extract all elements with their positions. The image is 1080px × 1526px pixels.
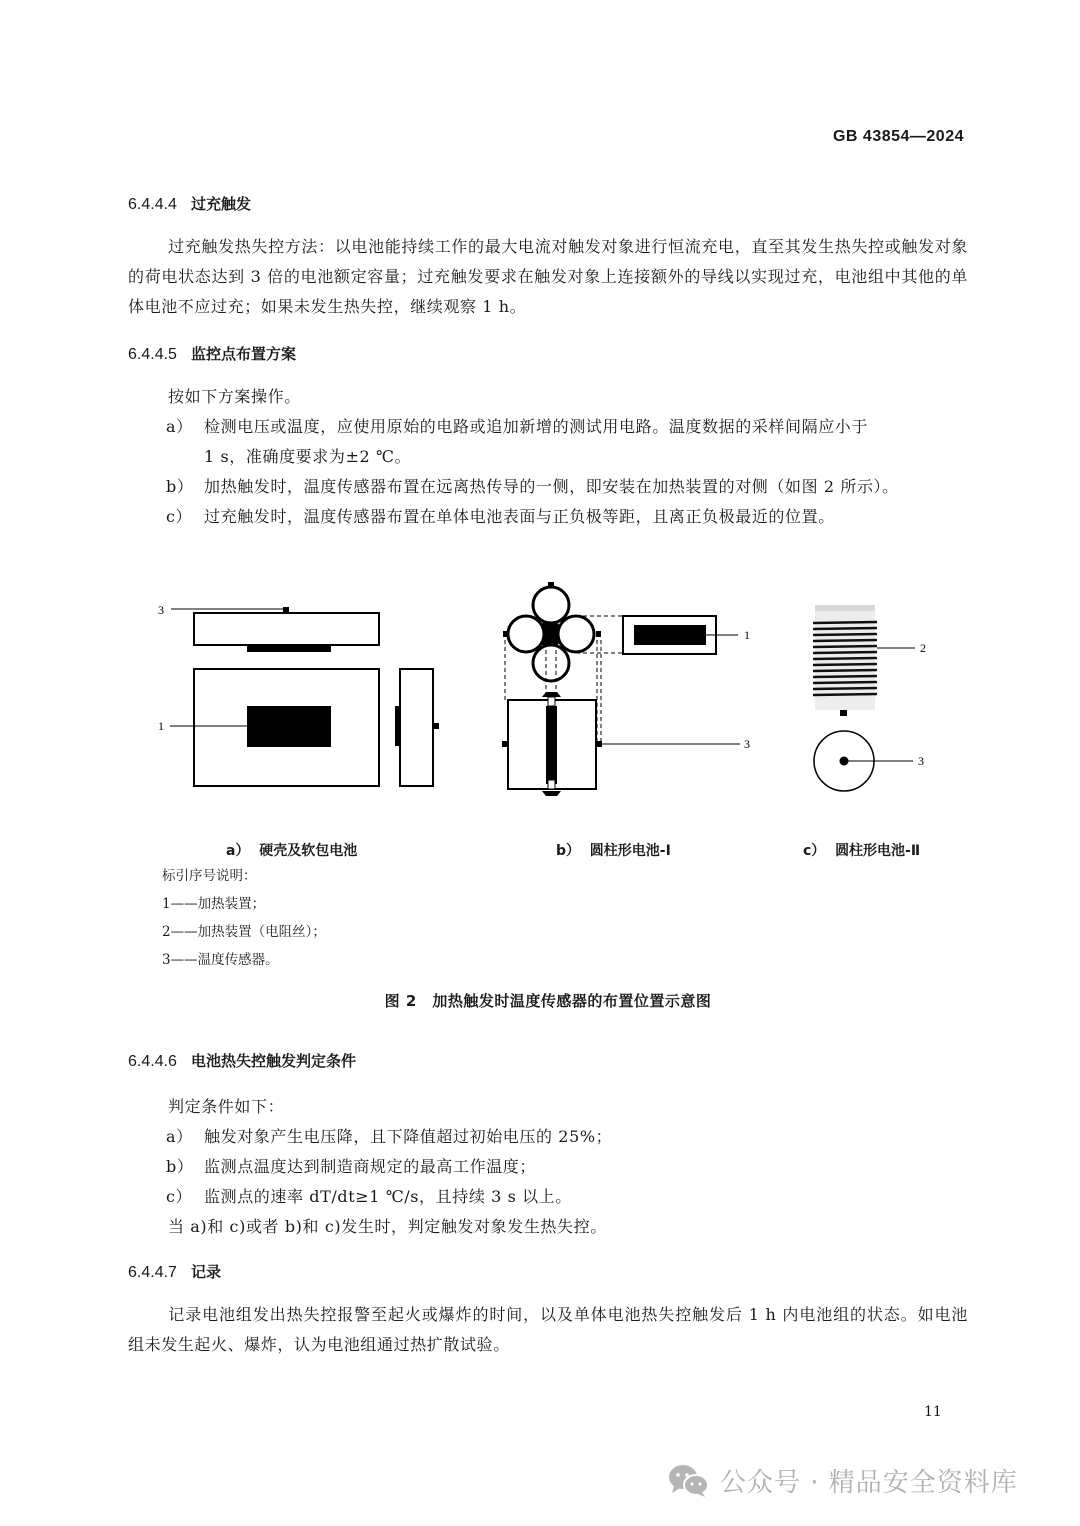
subfigure-label: a） bbox=[226, 843, 250, 859]
intro-text: 按如下方案操作。 bbox=[168, 387, 301, 406]
subfigure-label: c） bbox=[803, 843, 826, 859]
item-label: a） bbox=[166, 417, 193, 436]
subfigure-label: b） bbox=[556, 843, 581, 859]
item-text: 监测点温度达到制造商规定的最高工作温度； bbox=[204, 1157, 537, 1176]
item-text: 过充触发时，温度传感器布置在单体电池表面与正负极等距，且离正负极最近的位置。 bbox=[204, 507, 835, 526]
section-heading-6-4-4-6 bbox=[128, 1050, 356, 1071]
subfigure-caption-text: 硬壳及软包电池 bbox=[259, 843, 358, 859]
legend-title: 标引序号说明： bbox=[162, 868, 257, 884]
item-text: 监测点的速率 dT/dt≥1 ℃/s，且持续 3 s 以上。 bbox=[204, 1187, 572, 1206]
subfigure-caption-text: 圆柱形电池-Ⅱ bbox=[835, 843, 921, 859]
item-text: 加热触发时，温度传感器布置在远离热传导的一侧，即安装在加热装置的对侧（如图 2 所示）。 bbox=[204, 477, 899, 496]
item-text: 触发对象产生电压降，且下降值超过初始电压的 25%； bbox=[204, 1127, 613, 1146]
callout-3: 3 bbox=[744, 737, 750, 751]
item-label: b） bbox=[166, 477, 194, 496]
section-paragraph bbox=[128, 1300, 968, 1360]
intro-text: 判定条件如下： bbox=[168, 1097, 285, 1116]
item-label: c） bbox=[166, 1187, 193, 1206]
legend-entry: 3——温度传感器。 bbox=[162, 952, 279, 968]
subfigure-b-caption bbox=[556, 840, 671, 860]
section-number: 6.4.4.4 bbox=[128, 196, 177, 213]
list-item-a bbox=[166, 1122, 966, 1152]
section-title: 记录 bbox=[190, 1263, 221, 1281]
section-title: 过充触发 bbox=[190, 195, 251, 213]
item-label: c） bbox=[166, 507, 193, 526]
subfigure-caption-text: 圆柱形电池-Ⅰ bbox=[589, 843, 671, 859]
callout-1: 1 bbox=[744, 628, 750, 642]
item-text: 检测电压或温度，应使用原始的电路或追加新增的测试用电路。温度数据的采样间隔应小于 bbox=[204, 417, 869, 436]
item-label: b） bbox=[166, 1157, 194, 1176]
list-item-a bbox=[166, 412, 966, 472]
item-label: a） bbox=[166, 1127, 193, 1146]
callout-3: 3 bbox=[158, 603, 164, 617]
subfigure-c-cylindrical-cell-II bbox=[813, 605, 915, 791]
list-item-b bbox=[166, 472, 966, 502]
section-number: 6.4.4.7 bbox=[128, 1264, 177, 1281]
section-number: 6.4.4.6 bbox=[128, 1053, 177, 1070]
conclusion-text: 当 a)和 c)或者 b)和 c)发生时，判定触发对象发生热失控。 bbox=[168, 1217, 607, 1236]
page-number: 11 bbox=[924, 1404, 942, 1420]
paragraph-text: 过充触发热失控方法：以电池能持续工作的最大电流对触发对象进行恒流充电，直至其发生热失控或触发对象的荷电状态达到 3 倍的电池额定容量；过充触发要求在触发对象上连接额外的导线以实现过充，电池组中其他的单体电池不应过充；如果未发生热失控，继续观察 1 h。 bbox=[128, 237, 968, 316]
section-title: 监控点布置方案 bbox=[190, 345, 296, 363]
callout-2: 2 bbox=[920, 641, 926, 655]
subfigure-c-caption bbox=[803, 840, 920, 860]
paragraph-text: 记录电池组发出热失控报警至起火或爆炸的时间，以及单体电池热失控触发后 1 h 内电池组的状态。如电池组未发生起火、爆炸，认为电池组通过热扩散试验。 bbox=[128, 1305, 968, 1354]
figure-legend bbox=[162, 862, 326, 974]
section-conclusion bbox=[128, 1212, 968, 1242]
subfigure-a-hard-shell-pouch-cell bbox=[170, 607, 439, 786]
subfigure-b-cylindrical-cell-I bbox=[502, 582, 740, 796]
figure-2-diagram bbox=[0, 560, 1080, 820]
legend-entry: 1——加热装置； bbox=[162, 896, 266, 912]
legend-entry: 2——加热装置（电阻丝）； bbox=[162, 924, 326, 940]
section-intro bbox=[128, 1092, 968, 1122]
section-intro bbox=[128, 382, 968, 412]
item-text-continued: 1 s，准确度要求为±2 ℃。 bbox=[204, 447, 412, 466]
section-heading-6-4-4-5 bbox=[128, 343, 296, 364]
list-item-c bbox=[166, 502, 966, 532]
section-number: 6.4.4.5 bbox=[128, 346, 177, 363]
section-title: 电池热失控触发判定条件 bbox=[190, 1052, 356, 1070]
callout-1: 1 bbox=[158, 719, 164, 733]
section-paragraph bbox=[128, 232, 968, 322]
section-heading-6-4-4-4 bbox=[128, 193, 251, 214]
list-item-c bbox=[166, 1182, 966, 1212]
standard-code: GB 43854—2024 bbox=[832, 128, 964, 145]
callout-3: 3 bbox=[918, 754, 924, 768]
watermark bbox=[668, 1462, 1018, 1499]
subfigure-a-caption bbox=[226, 840, 357, 860]
section-heading-6-4-4-7 bbox=[128, 1261, 221, 1282]
wechat-icon bbox=[668, 1464, 710, 1498]
figure-title: 图 2 加热触发时温度传感器的布置位置示意图 bbox=[384, 992, 712, 1010]
watermark-text: 公众号 · 精品安全资料库 bbox=[720, 1468, 1018, 1498]
list-item-b bbox=[166, 1152, 966, 1182]
